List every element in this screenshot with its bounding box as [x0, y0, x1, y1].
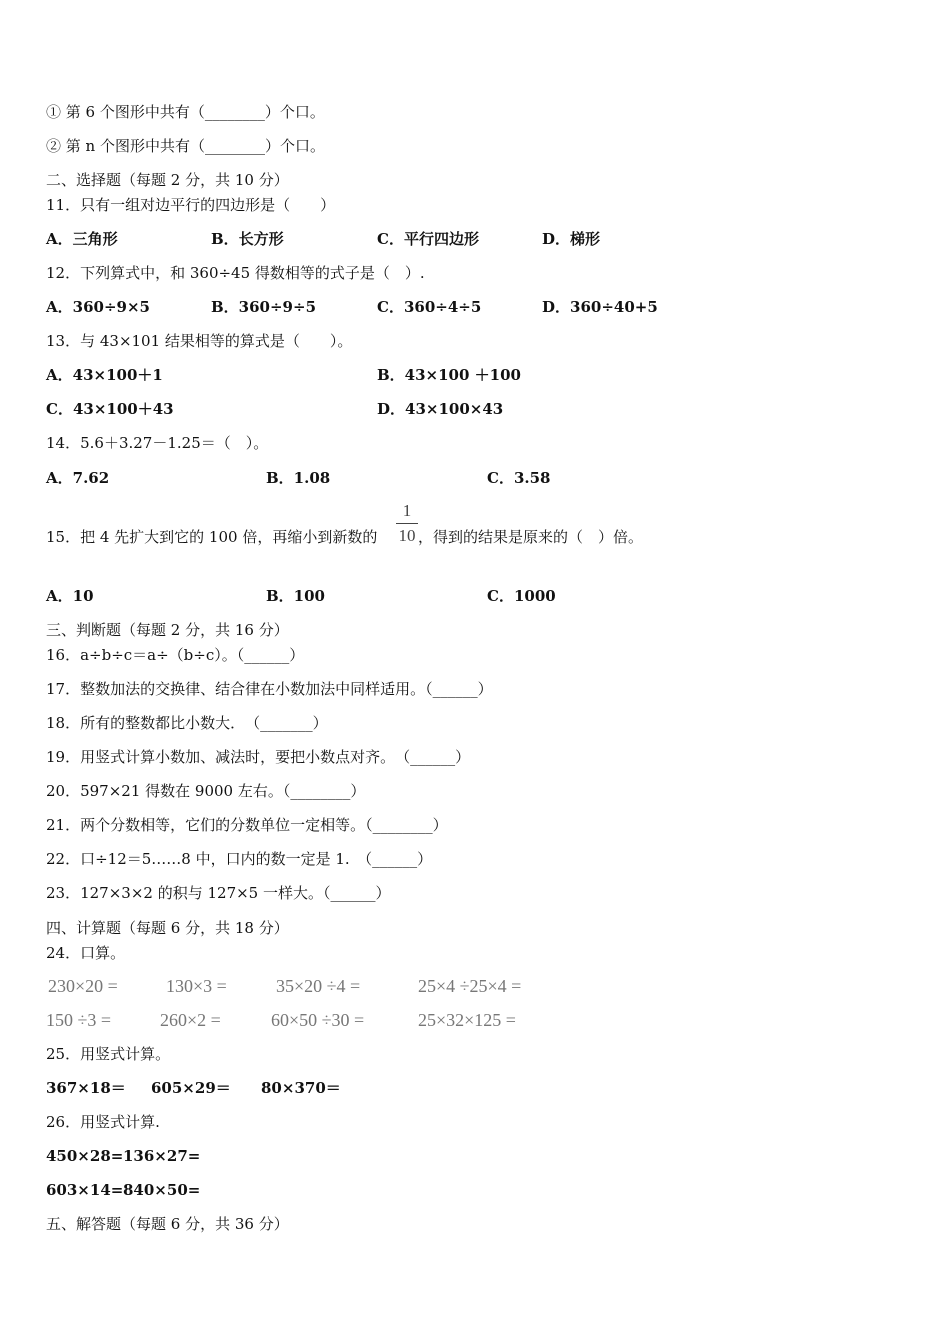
q10-part1: ① 第 6 个图形中共有（________）个口。 — [46, 103, 325, 121]
q26-item: 603×14= — [46, 1181, 124, 1199]
question-11: 11．只有一组对边平行的四边形是（ ） — [46, 196, 336, 214]
question-15-end: ，得到的结果是原来的（ ）倍。 — [418, 528, 644, 546]
question-13: 13．与 43×101 结果相等的算式是（ ）。 — [46, 332, 353, 350]
question-24: 24．口算。 — [46, 944, 126, 962]
q12-option-b: B．360÷9÷5 — [211, 298, 317, 316]
question-21: 21．两个分数相等，它们的分数单位一定相等。（________） — [46, 816, 448, 834]
question-18: 18．所有的整数都比小数大． （_______） — [46, 714, 328, 732]
q26-item: 136×27= — [123, 1147, 201, 1165]
fraction-bar — [396, 523, 418, 524]
oral-calc-item: 130×3 = — [166, 976, 227, 996]
section-3-heading: 三、判断题（每题 2 分，共 16 分） — [46, 621, 289, 639]
question-23: 23．127×3×2 的积与 127×5 一样大。（______） — [46, 884, 391, 902]
question-22: 22．口÷12＝5……8 中，口内的数一定是 1. （______） — [46, 850, 433, 868]
q12-option-d: D．360÷40+5 — [542, 298, 658, 316]
question-20: 20．597×21 得数在 9000 左右。（________） — [46, 782, 366, 800]
q13-option-c: C．43×100＋43 — [46, 400, 174, 418]
q14-option-c: C．3.58 — [487, 469, 551, 487]
oral-calc-item: 230×20 = — [48, 976, 118, 996]
question-12: 12．下列算式中，和 360÷45 得数相等的式子是（ ）. — [46, 264, 425, 282]
q26-item: 450×28= — [46, 1147, 124, 1165]
section-4-heading: 四、计算题（每题 6 分，共 18 分） — [46, 919, 289, 937]
q13-option-d: D．43×100×43 — [377, 400, 504, 418]
q12-option-c: C．360÷4÷5 — [377, 298, 482, 316]
oral-calc-item: 25×4 ÷25×4 = — [418, 976, 522, 996]
question-25: 25．用竖式计算。 — [46, 1045, 171, 1063]
question-26: 26．用竖式计算. — [46, 1113, 160, 1131]
fraction-one-tenth — [396, 500, 418, 546]
q12-option-a: A．360÷9×5 — [46, 298, 150, 316]
oral-calc-item: 25×32×125 = — [418, 1010, 516, 1030]
section-5-heading: 五、解答题（每题 6 分，共 36 分） — [46, 1215, 289, 1233]
question-14: 14．5.6＋3.27－1.25＝（ ）。 — [46, 434, 269, 452]
q14-option-b: B．1.08 — [266, 469, 331, 487]
q25-item: 367×18＝ — [46, 1079, 126, 1097]
oral-calc-item: 35×20 ÷4 = — [276, 976, 361, 996]
q11-option-a: A．三角形 — [46, 230, 118, 248]
q14-option-a: A．7.62 — [46, 469, 110, 487]
q11-option-c: C．平行四边形 — [377, 230, 479, 248]
q13-option-b: B．43×100 ＋100 — [377, 366, 521, 384]
q11-option-b: B．长方形 — [211, 230, 284, 248]
fraction-numerator: 1 — [402, 501, 412, 520]
q15-option-b: B．100 — [266, 587, 325, 605]
q25-item: 80×370＝ — [261, 1079, 341, 1097]
q25-item: 605×29＝ — [151, 1079, 231, 1097]
oral-calc-item: 150 ÷3 = — [46, 1010, 112, 1030]
question-15-start: 15．把 4 先扩大到它的 100 倍，再缩小到新数的 — [46, 528, 378, 546]
q13-option-a: A．43×100＋1 — [46, 366, 163, 384]
oral-calc-item: 260×2 = — [160, 1010, 221, 1030]
question-17: 17．整数加法的交换律、结合律在小数加法中同样适用。（______） — [46, 680, 493, 698]
q15-option-c: C．1000 — [487, 587, 556, 605]
fraction-denominator: 10 — [398, 526, 416, 545]
section-2-heading: 二、选择题（每题 2 分，共 10 分） — [46, 171, 289, 189]
q10-part2: ② 第 n 个图形中共有（________）个口。 — [46, 137, 325, 155]
q11-option-d: D．梯形 — [542, 230, 601, 248]
oral-calc-item: 60×50 ÷30 = — [271, 1010, 365, 1030]
q26-item: 840×50= — [123, 1181, 201, 1199]
q15-option-a: A．10 — [46, 587, 94, 605]
question-16: 16．a÷b÷c＝a÷（b÷c）。（______） — [46, 646, 305, 664]
question-19: 19．用竖式计算小数加、减法时，要把小数点对齐。 （______） — [46, 748, 471, 766]
